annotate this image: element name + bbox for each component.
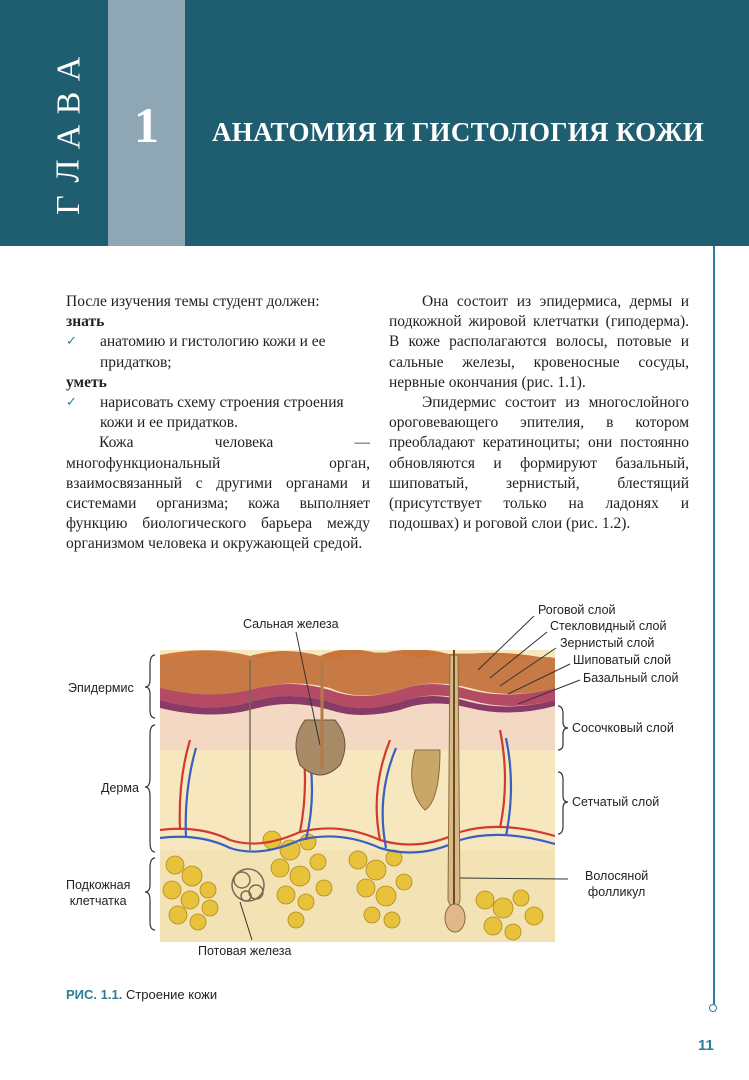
caption-text: Строение кожи xyxy=(125,987,218,1002)
body-paragraph: Эпидермис состоит из многослойного ороговевающего эпителия, в котором преобладают кератиноциты; они постоянно обновляются и формируют базальный, шиповатый, зернистый, блестящий (присутствует только на ладонях и подошвах) и роговой слои (рис. 1.2). xyxy=(389,394,689,533)
intro-text: После изучения темы студент должен: xyxy=(66,293,320,310)
label-hypodermis xyxy=(66,877,130,910)
label-hair-follicle-line2: фолликул xyxy=(587,885,646,900)
know-item-text: анатомию и гистологию кожи и ее придатков; xyxy=(100,333,326,371)
know-item xyxy=(66,332,370,372)
label-hypodermis-line2: клетчатка xyxy=(69,894,127,909)
right-column xyxy=(389,292,689,534)
can-label: уметь xyxy=(66,373,107,391)
chapter-letter: Г xyxy=(50,195,87,215)
label-hair-follicle xyxy=(585,868,648,901)
label-stratum-lucidum: Стекловидный слой xyxy=(550,619,667,633)
label-papillary-layer: Сосочковый слой xyxy=(572,721,674,735)
page-number: 11 xyxy=(698,1037,714,1054)
checkmark-icon: ✓ xyxy=(66,334,77,350)
can-item-text: нарисовать схему строения строения кожи и ее придатков. xyxy=(100,394,344,432)
checkmark-icon: ✓ xyxy=(66,395,77,411)
label-sweat-gland: Потовая железа xyxy=(198,944,292,958)
chapter-title: АНАТОМИЯ И ГИСТОЛОГИЯ КОЖИ xyxy=(212,117,705,147)
label-sebaceous-gland: Сальная железа xyxy=(243,617,339,631)
chapter-letter: Л xyxy=(50,159,87,183)
skin-structure-figure xyxy=(0,600,749,970)
know-label: знать xyxy=(66,313,105,331)
chapter-letter: А xyxy=(50,56,87,82)
figure-caption xyxy=(66,987,217,1002)
label-epidermis: Эпидермис xyxy=(68,681,134,695)
label-stratum-corneum: Роговой слой xyxy=(538,603,616,617)
chapter-number: 1 xyxy=(134,97,159,153)
can-item xyxy=(66,393,370,433)
chapter-letter: В xyxy=(50,91,87,115)
label-hypodermis-line1: Подкожная xyxy=(66,878,131,892)
label-reticular-layer: Сетчатый слой xyxy=(572,795,660,809)
body-paragraph: Она состоит из эпидермиса, дермы и подкожной жировой клетчатки (гиподерма). В коже располагаются волосы, потовые и сальные железы, кровеносные сосуды, нервные окончания (рис. 1.1). xyxy=(389,293,689,391)
body-paragraph: Кожа человека — многофункциональный орган, взаимосвязанный с другими органами и системами организма; кожа выполняет функцию биологического барьера между организмом человека и окружающей средой. xyxy=(66,434,370,553)
side-rule-end-circle xyxy=(709,1004,717,1012)
caption-prefix: РИС. 1.1. xyxy=(66,987,123,1002)
chapter-word-vertical xyxy=(44,52,94,222)
label-hair-follicle-line1: Волосяной xyxy=(585,869,649,883)
label-stratum-granulosum: Зернистый слой xyxy=(560,636,655,650)
label-dermis: Дерма xyxy=(101,781,139,795)
left-column xyxy=(66,292,370,555)
label-stratum-basale: Базальный слой xyxy=(583,671,679,685)
label-stratum-spinosum: Шиповатый слой xyxy=(573,653,672,667)
chapter-letter: А xyxy=(50,124,87,150)
